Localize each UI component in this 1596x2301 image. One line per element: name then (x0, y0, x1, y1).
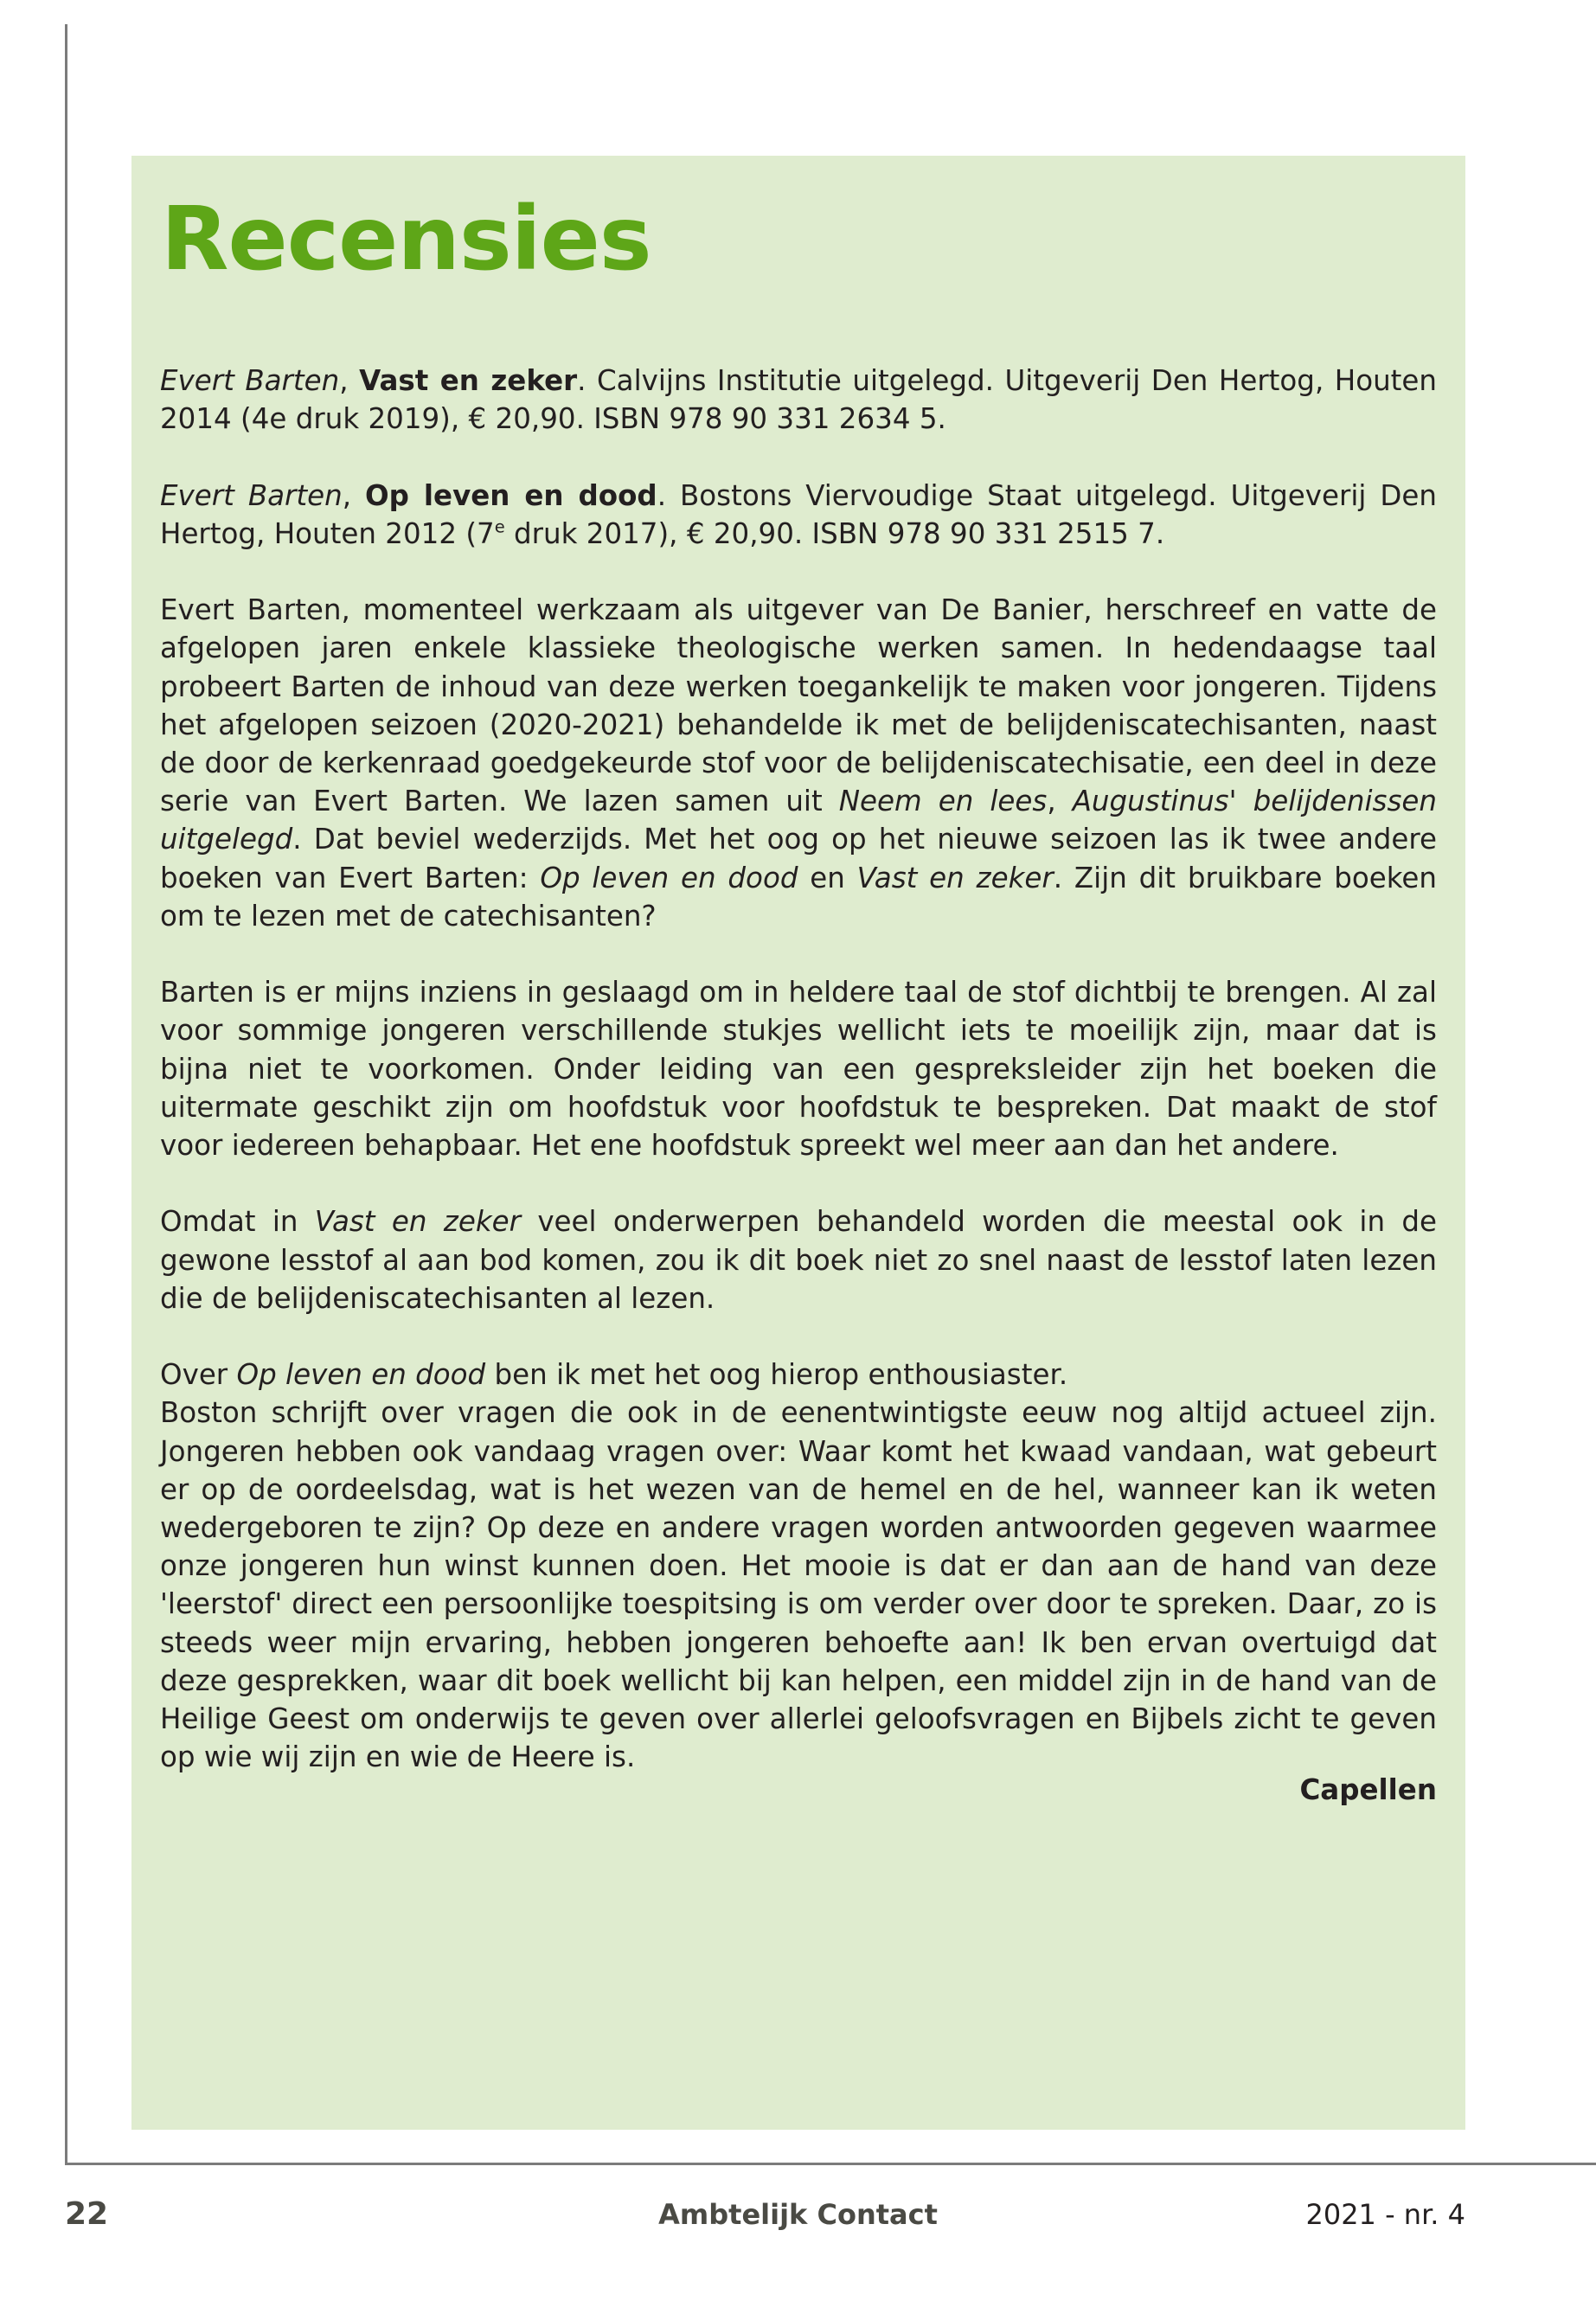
paragraph-op-leven-en-dood: Over Op leven en dood ben ik met het oog hierop enthousiaster. (160, 1358, 1068, 1392)
book-citation-1: Evert Barten, Vast en zeker. Calvijns Institutie uitgelegd. Uitgeverij Den Hertog, Houten 2014 (4e druk 2019), € 20,90. ISBN 978 90 331 2634 5. (160, 364, 1438, 436)
paragraph-boston: Boston schrijft over vragen die ook in de eenentwintigste eeuw nog altijd actueel zijn. Jongeren hebben ook vandaag vragen over: Waar komt het kwaad vandaan, wat gebeurt er op de oordeelsdag, wat is het wezen van de hemel en de hel, wanneer kan ik weten wedergeboren te zijn? Op deze en andere vragen worden antwoorden gegeven waarmee onze jongeren hun winst kunnen doen. Het mooie is dat er dan aan de hand van deze 'leerstof' direct een persoonlijke toespitsing is om verder over door te spreken. Daar, zo is steeds weer mijn ervaring, hebben jongeren behoefte aan! Ik ben ervan overtuigd dat deze gesprekken, waar dit boek wellicht bij kan helpen, een middel zijn in de hand van de Heilige Geest om onderwijs te geven over allerlei geloofsvragen en Bijbels zicht te geven op wie wij zijn en wie de Heere is. (160, 1396, 1437, 1774)
page-title: Recensies (161, 188, 651, 291)
journal-name: Ambtelijk Contact (658, 2198, 938, 2231)
paragraph-vast-en-zeker: Omdat in Vast en zeker veel onderwerpen behandeld worden die meestal ook in de gewone lesstof al aan bod komen, zou ik dit boek niet zo snel naast de lesstof laten lezen die de belijdeniscatechisanten al lezen. (160, 1205, 1437, 1315)
article-body (160, 362, 1437, 1815)
book-title: Vast en zeker (359, 364, 578, 397)
paragraph-assessment: Barten is er mijns inziens in geslaagd om in heldere taal de stof dichtbij te brengen. Al zal voor sommige jongeren verschillende stukjes wellicht iets te moeilijk zijn, maar dat is bijna niet te voorkomen. Onder leiding van een gespreksleider zijn het boeken die uitermate geschikt zijn om hoofdstuk voor hoofdstuk te bespreken. Dat maakt de stof voor iedereen behapbaar. Het ene hoofdstuk spreekt wel meer aan dan het andere. (160, 976, 1437, 1163)
reviewer-signature: Capellen (1299, 1773, 1437, 1806)
page-number: 22 (65, 2196, 109, 2232)
book-citation-2: Evert Barten, Op leven en dood. Bostons Viervoudige Staat uitgelegd. Uitgeverij Den Hertog, Houten 2012 (7e druk 2017), € 20,90. ISBN 978 90 331 2515 7. (160, 478, 1437, 550)
issue-number: 2021 - nr. 4 (1305, 2198, 1465, 2231)
footer-rule (65, 2163, 1596, 2165)
left-margin-rule (65, 24, 67, 2165)
book-title: Op leven en dood (365, 478, 657, 512)
paragraph-intro: Evert Barten, momenteel werkzaam als uitgever van De Banier, herschreef en vatte de afgelopen jaren enkele klassieke theologische werken samen. In hedendaagse taal probeert Barten de inhoud van deze werken toegankelijk te maken voor jongeren. Tijdens het afgelopen seizoen (2020-2021) behandelde ik met de belijdeniscatechisanten, naast de door de kerkenraad goedgekeurde stof voor de belijdeniscatechisatie, een deel in deze serie van Evert Barten. We lazen samen uit Neem en lees, Augustinus' belijdenissen uitgelegd. Dat beviel wederzijds. Met het oog op het nieuwe seizoen las ik twee andere boeken van Evert Barten: Op leven en dood en Vast en zeker. Zijn dit bruikbare boeken om te lezen met de catechisanten? (160, 593, 1437, 933)
